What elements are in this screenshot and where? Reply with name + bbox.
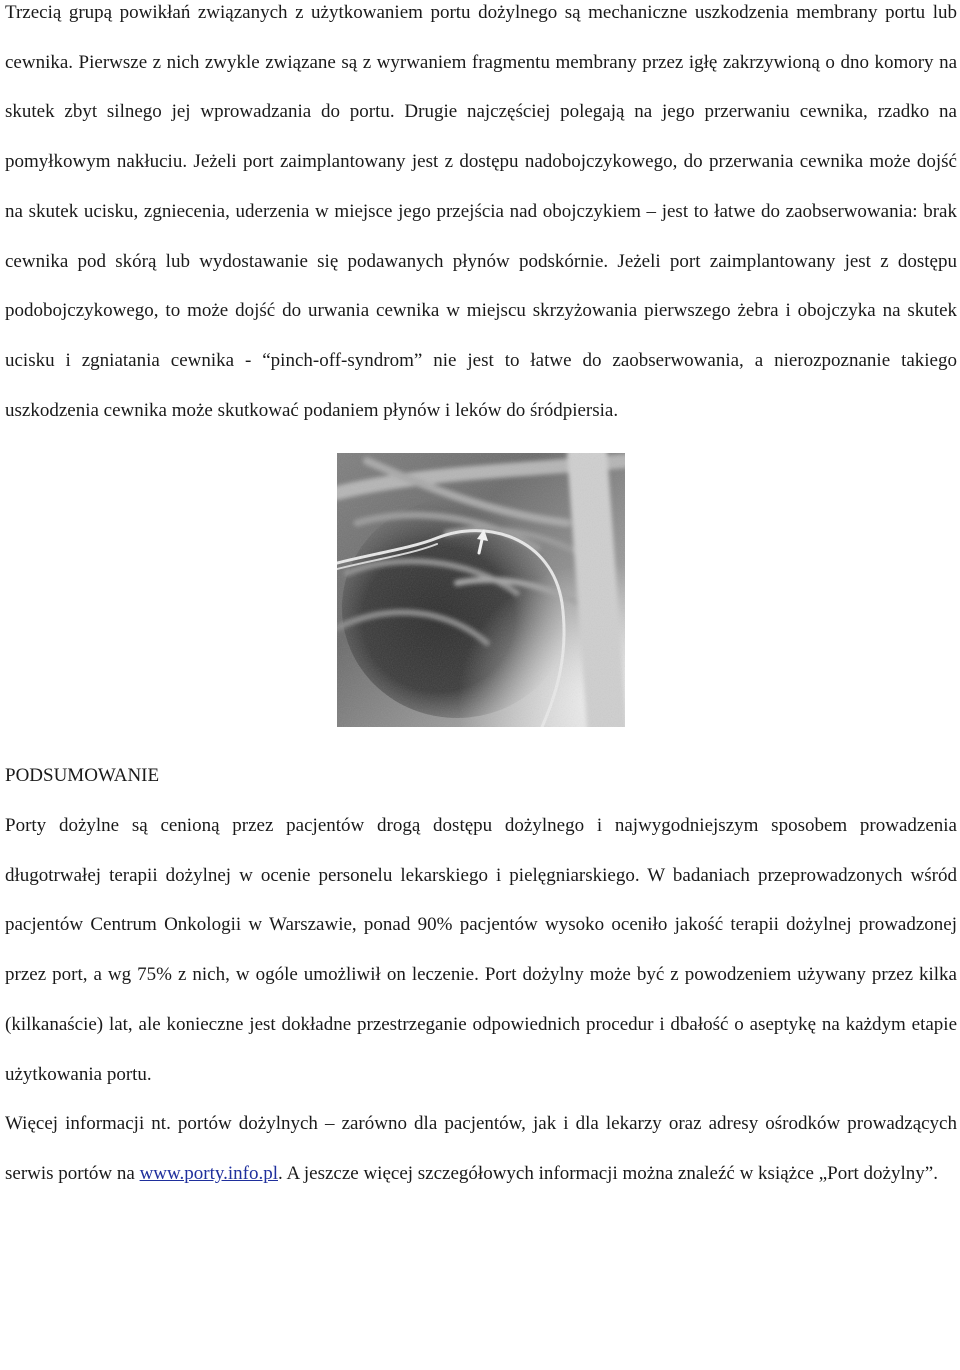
paragraph-complications: Trzecią grupą powikłań związanych z użytkowaniem portu dożylnego są mechaniczne uszkodzenia membrany portu lub cewnika. Pierwsze z nich zwykle związane są z wyrwaniem fragmentu membrany przez igłę zakrzywioną o dno komory na skutek zbyt silnego jej wprowadzania do portu. Drugie najczęściej polegają na jego przerwaniu cewnika, rzadko na pomyłkowym nakłuciu. Jeżeli port zaimplantowany jest z dostępu nadobojczykowego, do przerwania cewnika może dojść na skutek ucisku, zgniecenia, uderzenia w miejsce jego przejścia nad obojczykiem – jest to łatwe do zaobserwowania: brak cewnika pod skórą lub wydostawanie się podawanych płynów podskórnie. Jeżeli port zaimplantowany jest z dostępu podobojczykowego, to może dojść do urwania cewnika w miejscu skrzyżowania pierwszego żebra i obojczyka na skutek ucisku i zgniatania cewnika - “pinch-off-syndrom” nie jest to łatwe do zaobserwowania, a nierozpoznanie takiego uszkodzenia cewnika może skutkować podaniem płynów i leków do śródpiersia.: [5, 2, 957, 421]
more-info-text: Więcej informacji nt. portów dożylnych – zarówno dla pacjentów, jak i dla lekarzy oraz adresy ośrodków prowadzących serwis portów na: [5, 1113, 957, 1184]
summary-heading: PODSUMOWANIE: [5, 765, 160, 787]
figure-container: [5, 435, 957, 757]
porty-info-link[interactable]: www.porty.info.pl: [139, 1162, 278, 1184]
paragraph-summary: Porty dożylne są cenioną przez pacjentów drogą dostępu dożylnego i najwygodniejszym sposobem prowadzenia długotrwałej terapii dożylnej w ocenie personelu lekarskiego i pielęgniarskiego. W badaniach przeprowadzonych wśród pacjentów Centrum Onkologii w Warszawie, ponad 90% pacjentów wysoko oceniło jakość terapii dożylnej prowadzonej przez port, a wg 75% z nich, w ogóle umożliwił on leczenie. Port dożylny może być z powodzeniem używany przez kilka (kilkanaście) lat, ale konieczne jest dokładne przestrzeganie odpowiednich procedur i dbałość o aseptykę na każdym etapie użytkowania portu.: [5, 815, 957, 1085]
more-info-text-end: . A jeszcze więcej szczegółowych informacji można znaleźć w książce „Port dożylny”.: [278, 1162, 938, 1184]
xray-image: [337, 453, 625, 727]
paragraph-more-info: [5, 1099, 957, 1198]
document-page: [5, 0, 957, 1199]
